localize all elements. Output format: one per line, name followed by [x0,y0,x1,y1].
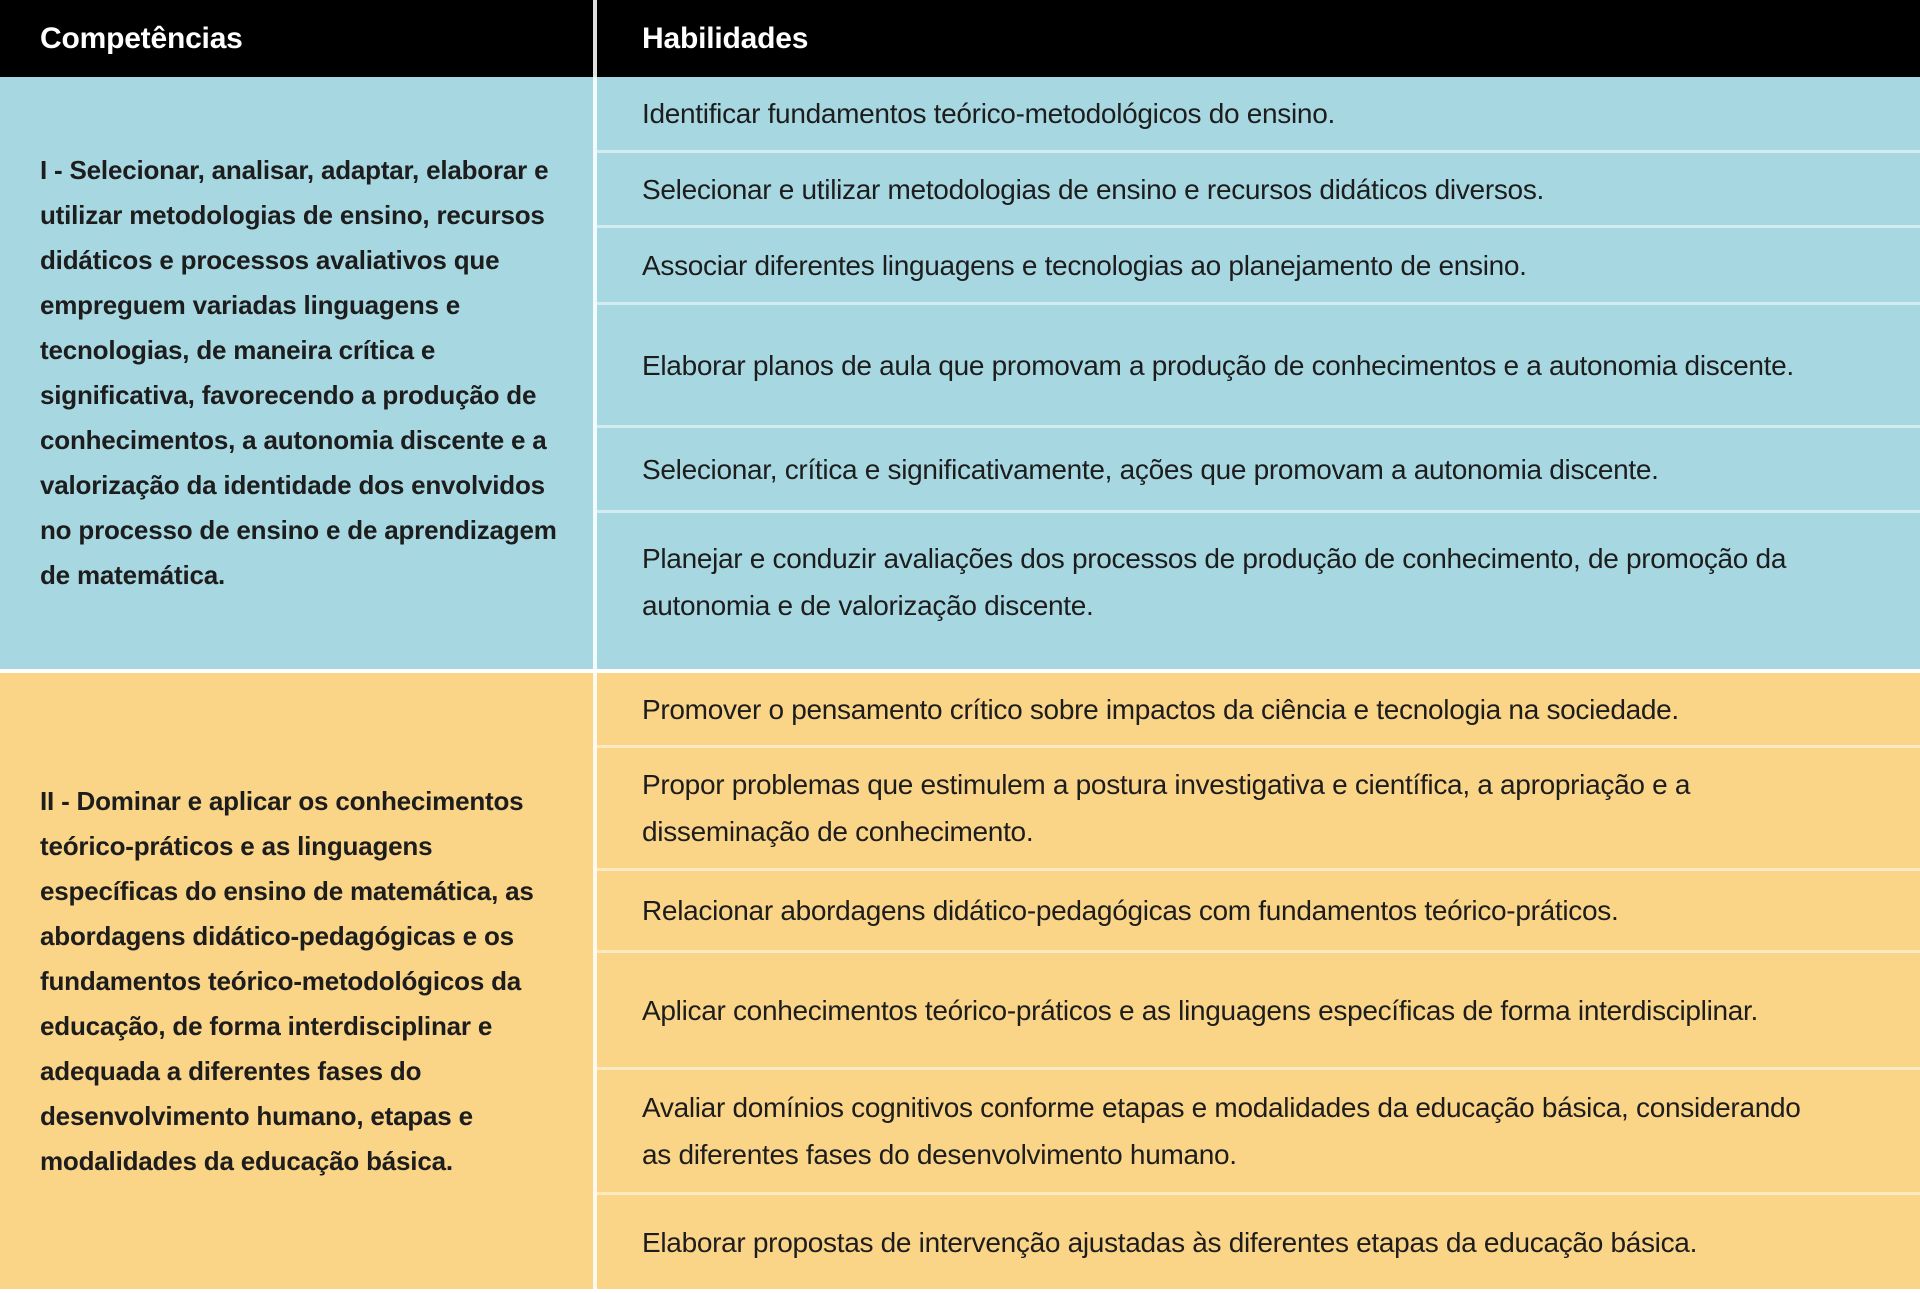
habilidade-row: Planejar e conduzir avaliações dos processos de produção de conhecimento, de promoção da autonomia e de valorização discente. [597,510,1920,669]
section-competencia-2 [0,673,1920,1289]
competencia-1-cell [0,77,593,669]
habilidade-row: Selecionar, crítica e significativamente, ações que promovam a autonomia discente. [597,425,1920,510]
habilidade-row: Elaborar propostas de intervenção ajustadas às diferentes etapas da educação básica. [597,1192,1920,1289]
habilidade-row: Avaliar domínios cognitivos conforme etapas e modalidades da educação básica, considerando as diferentes fases do desenvolvimento humano. [597,1067,1920,1192]
competencia-2-text: II - Dominar e aplicar os conhecimentos teórico-práticos e as linguagens específicas do ensino de matemática, as abordagens didático-pedagógicas e os fundamentos teórico-metodológicos da educação, de forma interdisciplinar e adequada a diferentes fases do desenvolvimento humano, etapas e modalidades da educação básica. [40,785,534,1176]
competencia-2-cell [0,673,593,1289]
habilidade-row: Propor problemas que estimulem a postura investigativa e científica, a apropriação e a disseminação de conhecimento. [597,745,1920,868]
section-competencia-1 [0,77,1920,669]
header-habilidades: Habilidades [642,21,809,55]
habilidade-row: Elaborar planos de aula que promovam a produção de conhecimentos e a autonomia discente. [597,302,1920,425]
competencia-1-text: I - Selecionar, analisar, adaptar, elaborar e utilizar metodologias de ensino, recursos didáticos e processos avaliativos que empreguem variadas linguagens e tecnologias, de maneira crítica e significativa, favorecendo a produção de conhecimentos, a autonomia discente e a valorização da identidade dos envolvidos no processo de ensino e de aprendizagem de matemática. [40,155,557,590]
header-competencias: Competências [40,21,243,55]
habilidade-row: Selecionar e utilizar metodologias de ensino e recursos didáticos diversos. [597,150,1920,225]
habilidade-row: Identificar fundamentos teórico-metodológicos do ensino. [642,98,1335,129]
habilidades-2-cell [597,673,1920,1289]
table-header-row [0,0,1920,77]
habilidade-row: Associar diferentes linguagens e tecnologias ao planejamento de ensino. [597,225,1920,302]
habilidade-row: Aplicar conhecimentos teórico-práticos e as linguagens específicas de forma interdisciplinar. [597,950,1920,1067]
table-bottom-border [0,1289,1920,1293]
habilidade-row: Promover o pensamento crítico sobre impactos da ciência e tecnologia na sociedade. [642,693,1679,725]
habilidade-row: Relacionar abordagens didático-pedagógicas com fundamentos teórico-práticos. [597,868,1920,950]
habilidades-1-cell [597,77,1920,669]
